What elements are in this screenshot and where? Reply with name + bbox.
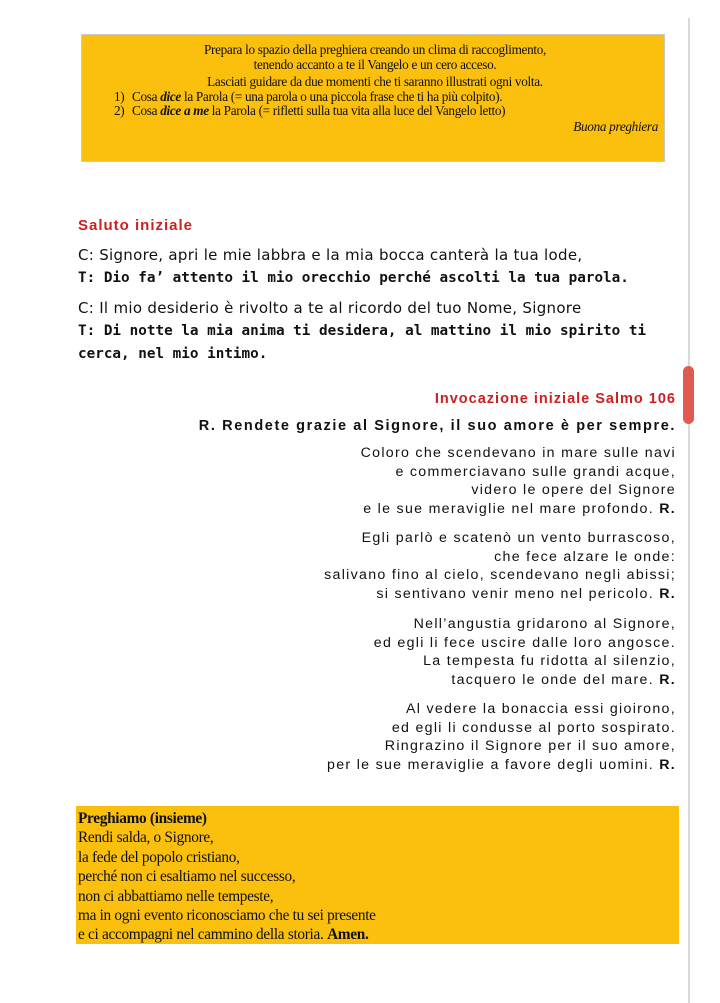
saluto-exchange-1 — [78, 244, 678, 290]
people-line: T: Dio fa’ attento il mio orecchio perché ascolti la tua parola. — [78, 270, 629, 286]
prayer-line: ma in ogni evento riconosciamo che tu sei presente — [78, 907, 376, 925]
prayer-amen: Amen. — [327, 926, 369, 944]
refrain-mark: R. — [659, 671, 676, 688]
refrain-mark: R. — [659, 585, 676, 602]
prayer-line: perché non ci esaltiamo nel successo, — [78, 868, 296, 886]
prayer-line: la fede del popolo cristiano, — [78, 848, 240, 866]
intro-step: 1) Cosa dice la Parola (= una parola o una piccola frase che ti ha più colpito). — [114, 88, 503, 104]
intro-signoff: Buona preghiera — [573, 118, 658, 134]
intro-line: Lasciati guidare da due momenti che ti saranno illustrati ogni volta. — [207, 74, 543, 90]
prayer-line: e ci accompagni nel cammino della storia. Amen. — [78, 926, 369, 944]
psalm-refrain: R. Rendete grazie al Signore, il suo amore è per sempre. — [198, 418, 676, 434]
celebrant-line: C: Il mio desiderio è rivolto a te al ricordo del tuo Nome, Signore — [78, 299, 582, 317]
people-line: T: Di notte la mia anima ti desidera, al mattino il mio spirito ti cerca, nel mio intimo. — [78, 323, 647, 362]
psalm-stanza: Nell’angustia gridarono al Signore, ed egli li fece uscire dalle loro angosce. La tempesta fu ridotta al silenzio, tacquero le onde del mare. R. — [373, 616, 676, 688]
scrollbar-thumb[interactable] — [683, 366, 694, 424]
prayer-line: non ci abbattiamo nelle tempeste, — [78, 887, 274, 905]
refrain-mark: R. — [659, 756, 676, 773]
saluto-exchange-2 — [78, 297, 678, 366]
page-edge — [688, 18, 690, 1003]
prayer-line: Rendi salda, o Signore, — [78, 829, 214, 847]
intro-steps-list — [92, 90, 658, 119]
psalm-title: Invocazione iniziale Salmo 106 — [434, 391, 676, 407]
psalm-stanza: Al vedere la bonaccia essi gioirono, ed egli li condusse al porto sospirato. Ringrazino il Signore per il suo amore, per le sue meraviglie a favore degli uomini. R. — [327, 701, 676, 773]
psalm-stanza: Coloro che scendevano in mare sulle navi e commerciavano sulle grandi acque, videro le opere del Signore e le sue meraviglie nel mare profondo. R. — [360, 445, 676, 517]
intro-instructions-box — [81, 34, 665, 162]
intro-line: Prepara lo spazio della preghiera creando un clima di raccoglimento, — [203, 42, 547, 57]
refrain-mark: R. — [659, 500, 676, 517]
psalm-stanza: Egli parlò e scatenò un vento burrascoso, che fece alzare le onde: salivano fino al cielo, scendevano negli abissi; si sentivano venir meno nel pericolo. R. — [324, 530, 676, 602]
prayer-box — [76, 806, 679, 944]
saluto-title: Saluto iniziale — [78, 217, 194, 234]
intro-step: 2) Cosa dice a me la Parola (= rifletti sulla tua vita alla luce del Vangelo letto) — [114, 103, 506, 119]
intro-line: tenendo accanto a te il Vangelo e un cero acceso. — [253, 56, 497, 72]
prayer-title: Preghiamo (insieme) — [78, 810, 207, 827]
celebrant-line: C: Signore, apri le mie labbra e la mia bocca canterà la tua lode, — [78, 246, 583, 264]
